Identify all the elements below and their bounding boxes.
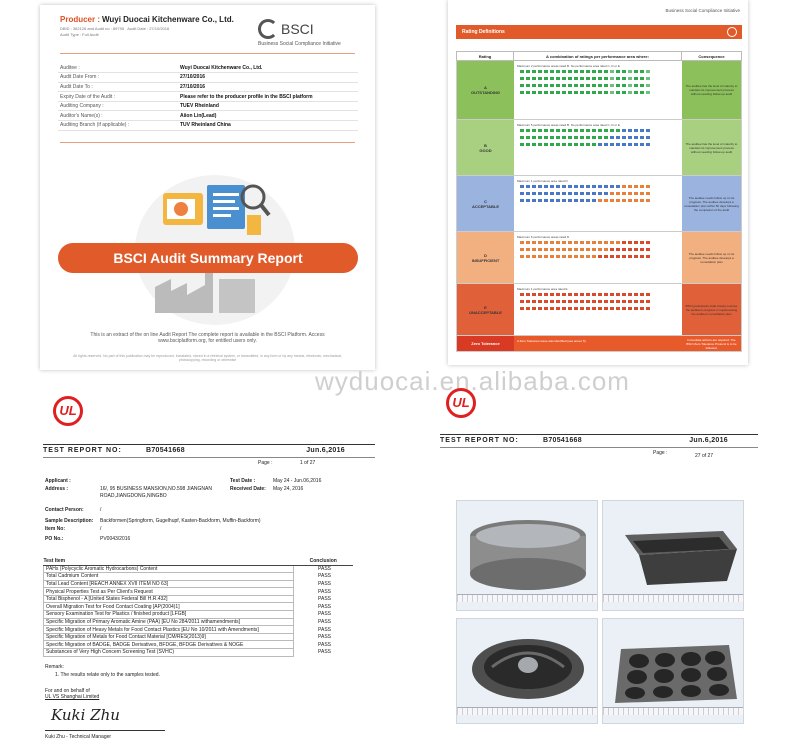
- audit-info-row: [58, 101, 358, 111]
- test-item: PAHs (Polycyclic Aromatic Hydrocarbons) Content: [44, 565, 294, 573]
- page-label: Page :: [653, 450, 668, 456]
- photo-loaf-pan: [602, 500, 744, 611]
- rating-name: ACCEPTABLE: [471, 203, 500, 209]
- audit-info-value: Please refer to the producer profile in the BSCI platform: [178, 92, 358, 102]
- ul-test-report-page27: [440, 434, 758, 746]
- ruler: [457, 707, 597, 715]
- photo-muffin-pan: [602, 618, 744, 724]
- audit-info-key: Auditor's Name(s) :: [58, 111, 178, 121]
- test-result: PASS: [294, 649, 354, 657]
- rating-name: OUTSTANDING: [470, 90, 501, 95]
- audit-info-key: Auditee :: [58, 63, 178, 73]
- col-combination: A combination of ratings per performance area where:: [514, 52, 682, 60]
- address-value: 16/, 95 BUSINESS MANSION,NO.598 JIANGNAN ROAD,JIANGDONG,NINGBO: [100, 486, 212, 499]
- rating-example-strip: [519, 198, 679, 203]
- ruler: [457, 594, 597, 602]
- rating-row: [456, 232, 742, 284]
- watermark: wyduocai.en.alibaba.com: [315, 366, 630, 396]
- audit-info-value: Aiion Lin(Lead): [178, 111, 358, 121]
- table-row: [44, 588, 354, 596]
- table-row: [44, 573, 354, 581]
- audit-info-row: [58, 73, 358, 83]
- test-item: Specific Migration of Metals for Food Contact Material [CM/RES(2013)9]: [44, 633, 294, 641]
- rating-example-strip: [519, 76, 679, 81]
- audit-info-key: Audit Date From :: [58, 73, 178, 83]
- rating-label: [457, 232, 514, 283]
- rating-letter: C: [484, 198, 487, 204]
- bsci-logo: [258, 19, 341, 47]
- rating-combination: [514, 61, 682, 119]
- test-date-value: May 24 - Jun.06,2016: [273, 478, 322, 484]
- signature-line: [45, 730, 165, 731]
- table-row: [44, 603, 354, 611]
- audit-info-key: Auditing Company :: [58, 101, 178, 111]
- zero-tolerance-note: A Zero Tolerance issue was identified (see annex 5): [514, 336, 682, 351]
- ruler: [603, 594, 743, 602]
- zero-tolerance-consequence: Immediate actions are required. The BSCI Zero Tolerance Protocol is to be followed.: [682, 336, 741, 351]
- divider: [60, 53, 355, 54]
- ul-logo: UL: [53, 396, 83, 426]
- test-item: Specific Migration of BADGE, BADGE Derivatives, BFDGE, BFDGE Derivatives & NOGE: [44, 641, 294, 649]
- rating-letter: A: [484, 85, 487, 90]
- rating-example-strip: [519, 306, 679, 311]
- test-result: PASS: [294, 633, 354, 641]
- rating-example-strip: [519, 254, 679, 259]
- rating-label: [457, 61, 514, 119]
- zero-tolerance-label: Zero Tolerance: [457, 336, 514, 351]
- rights-note: All rights reserved. No part of this publication may be reproduced, translated, stored in a retrieval system, or transmitted, in any form or by any means, electronic, mechanical, photocopying, recording or otherwise: [73, 354, 342, 362]
- report-title-banner: BSCI Audit Summary Report: [58, 243, 358, 273]
- extract-note: This is an extract of the on line Audit Report The complete report is available in the BSCI Platform. Access www.bsciplatform.org, for entitled users only.: [90, 332, 325, 344]
- rating-consequence: The auditee needs follow up on its progress. The auditee develops a remediation plan: [682, 232, 741, 283]
- rating-combination: [514, 232, 682, 283]
- table-row: [44, 618, 354, 626]
- test-item: Physical Properties Test as Per Client's Request: [44, 588, 294, 596]
- audit-type-line: Audit Type : Full Audit: [60, 32, 99, 37]
- rating-example-strip: [519, 69, 679, 74]
- test-result: PASS: [294, 641, 354, 649]
- rating-name: INSUFFICIENT: [471, 257, 500, 263]
- audit-info-row: [58, 111, 358, 121]
- rating-row: [456, 284, 742, 336]
- report-no-label: TEST REPORT NO:: [43, 447, 122, 454]
- rating-example-strip: [519, 299, 679, 304]
- rating-example-strip: [519, 90, 679, 95]
- test-result: PASS: [294, 618, 354, 626]
- test-item: Substances of Very High Concern Screening Test (SVHC): [44, 649, 294, 657]
- photo-springform: [456, 500, 598, 611]
- rating-combination: [514, 284, 682, 335]
- test-item: Specific Migration of Primary Aromatic Amine (PAA) [EU No 284/2011 withamendments]: [44, 618, 294, 626]
- test-item: Specific Migration of Heavy Metals for Food Contact Plastics [EU No 10/2011 with Amendments]: [44, 626, 294, 634]
- report-header: [43, 444, 375, 458]
- globe-icon: [727, 27, 737, 37]
- remark-label: Remark:: [45, 664, 64, 670]
- rating-example-strip: [519, 292, 679, 297]
- test-item: Sensory Examination Test for Plastics / finished product [LFGB]: [44, 611, 294, 619]
- rating-letter: B: [484, 142, 487, 148]
- test-result: PASS: [294, 611, 354, 619]
- rating-consequence: The auditee needs follow up on its progress. The auditee develops a remediation plan within 60 days following the completion of the audit: [682, 176, 741, 231]
- page-value: 27 of 27: [695, 453, 714, 459]
- col-test-item: Test Item: [44, 557, 294, 565]
- audit-info-key: Audit Date To :: [58, 82, 178, 92]
- bsci-logo-icon: [258, 19, 278, 39]
- audit-info-value: 27/10/2016: [178, 82, 358, 92]
- test-result: PASS: [294, 588, 354, 596]
- table-row: [44, 626, 354, 634]
- rating-example-strip: [519, 142, 679, 147]
- table-row: [44, 611, 354, 619]
- producer-name: Wuyi Duocai Kitchenware Co., Ltd.: [101, 15, 234, 24]
- rating-letter: E: [484, 304, 487, 310]
- contact-value: /: [100, 507, 102, 513]
- contact-label: Contact Person:: [45, 507, 84, 513]
- audit-info-value: TUV Rheinland China: [178, 121, 358, 131]
- rating-label: [457, 284, 514, 335]
- audit-info-key: Expiry Date of the Audit :: [58, 92, 178, 102]
- col-conclusion: Conclusion: [294, 557, 354, 565]
- page-label: Page :: [258, 460, 273, 466]
- bsci-logo-tagline: Business Social Compliance Initiative: [258, 41, 341, 47]
- rating-note: Maximum 2 performance areas rated B. No performance area rated C, D or E: [517, 64, 620, 68]
- rating-example-strip: [519, 128, 679, 133]
- rating-label: [457, 176, 514, 231]
- address-label: Address :: [45, 486, 69, 492]
- rating-name: UNACCEPTABLE: [469, 309, 502, 315]
- test-item: Overall Migration Test for Food Contact Coating [AP(2004)1]: [44, 603, 294, 611]
- rating-example-strip: [519, 184, 679, 189]
- magnifier-icon: [242, 186, 264, 208]
- report-no-label: TEST REPORT NO:: [440, 437, 519, 444]
- test-result: PASS: [294, 626, 354, 634]
- report-number: B70541668: [146, 447, 185, 454]
- rating-table-header: [456, 51, 742, 61]
- test-result: PASS: [294, 603, 354, 611]
- rating-combination: [514, 176, 682, 231]
- test-item: Total Cadmium Content: [44, 573, 294, 581]
- audit-id-line: DBID : 382126 and Audit no : 89795: [60, 26, 125, 31]
- audit-info-row: [58, 121, 358, 131]
- zero-tolerance-row: [456, 336, 742, 352]
- audit-info-row: [58, 63, 358, 73]
- report-date: Jun.6,2016: [306, 447, 345, 454]
- test-date-label: Test Date :: [230, 478, 256, 484]
- col-consequence: Consequence: [698, 54, 725, 59]
- rating-example-strip: [519, 240, 679, 245]
- audit-info-value: TUEV Rheinland: [178, 101, 358, 111]
- audit-info-key: Auditing Branch (if applicable) :: [58, 121, 178, 131]
- producer-label: Producer :: [60, 15, 101, 24]
- test-item: Total Lead Content [REACH ANNEX XVII ITEM NO 63]: [44, 580, 294, 588]
- audit-info-value: Wuyi Duocai Kitchenware Co., Ltd.: [178, 63, 358, 73]
- rating-example-strip: [519, 83, 679, 88]
- rating-row: [456, 120, 742, 176]
- behalf-line2: UL VS Shanghai Limited: [45, 694, 100, 700]
- audit-date-line: Audit Date : 27/10/2016: [127, 26, 170, 31]
- rating-label: [457, 120, 514, 175]
- rating-note: Maximum 6 performance areas rated D: [517, 235, 570, 239]
- rating-title-bar: [456, 25, 742, 39]
- report-header: [440, 434, 758, 448]
- received-date-value: May 24, 2016: [273, 486, 304, 492]
- received-date-label: Received Date:: [230, 486, 266, 492]
- po-value: PV0043/2016: [100, 536, 131, 542]
- rating-consequence: The auditee has the level of maturity to maintain its improvement process without needing follow-up audit: [682, 61, 741, 119]
- signature: Kuki Zhu: [51, 706, 120, 724]
- rating-letter: D: [484, 252, 487, 258]
- rating-note: Maximum 5 performance areas rated B. No performance area rated C, D or E: [517, 123, 620, 127]
- test-result: PASS: [294, 595, 354, 603]
- test-result: PASS: [294, 573, 354, 581]
- table-row: [44, 633, 354, 641]
- table-row: [44, 649, 354, 657]
- audit-info-value: 27/10/2016: [178, 73, 358, 83]
- rating-row: [456, 61, 742, 120]
- rating-consequence: The auditee has the level of maturity to maintain its improvement process without needing follow-up audit: [682, 120, 741, 175]
- ul-test-report-page1: [43, 444, 375, 744]
- sample-label: Sample Description:: [45, 518, 94, 524]
- table-row: [44, 565, 354, 573]
- rating-example-strip: [519, 247, 679, 252]
- col-rating: Rating: [457, 52, 514, 60]
- factory-icon: [155, 271, 213, 313]
- rating-note: Maximum 1 performance area rated E: [517, 287, 568, 291]
- audit-info-row: [58, 82, 358, 92]
- behalf-line1: For and on behalf of: [45, 688, 90, 694]
- test-results-table: [43, 557, 353, 657]
- photo-bundt-pan: [456, 618, 598, 724]
- test-result: PASS: [294, 580, 354, 588]
- rating-definitions-page: [448, 0, 748, 365]
- test-item: Total Bisphenol - A [United States Federal Bill H.R.432]: [44, 595, 294, 603]
- rating-consequence: BSCI participants shall closely oversee the auditee's progress in implementing the auditee's remediation plan: [682, 284, 741, 335]
- table-row: [44, 641, 354, 649]
- bsci-cover-page: [40, 5, 375, 370]
- ul-logo: UL: [446, 388, 476, 418]
- remark-text: 1. The results relate only to the samples tested.: [55, 672, 160, 678]
- rating-example-strip: [519, 135, 679, 140]
- rating-name: GOOD: [479, 147, 492, 153]
- test-result: PASS: [294, 565, 354, 573]
- signer-name: Kuki Zhu - Technical Manager: [45, 734, 112, 740]
- rating-note: Maximum 1 performance area rated D: [517, 179, 568, 183]
- producer-header: [60, 15, 234, 38]
- po-label: PO No.:: [45, 536, 64, 542]
- audit-info-table: [58, 63, 358, 131]
- table-row: [44, 595, 354, 603]
- bsci-logo-word: BSCI: [281, 21, 314, 37]
- rating-example-strip: [519, 191, 679, 196]
- rating-row: [456, 176, 742, 232]
- applicant-label: Applicant :: [45, 478, 71, 484]
- page-header-label: Business Social Compliance Initiative: [665, 8, 740, 13]
- ruler: [603, 707, 743, 715]
- audit-info-row: [58, 92, 358, 102]
- item-label: Item No:: [45, 526, 65, 532]
- rating-title: Rating Definitions: [462, 29, 505, 35]
- page-value: 1 of 27: [300, 460, 316, 466]
- sample-value: Backformen(Springform, Gugelhupf, Kasten-Backform, Muffin-Backform): [100, 518, 261, 524]
- item-value: /: [100, 526, 102, 532]
- report-number: B70541668: [543, 437, 582, 444]
- rating-combination: [514, 120, 682, 175]
- table-row: [44, 580, 354, 588]
- divider: [60, 142, 355, 143]
- report-date: Jun.6,2016: [689, 437, 728, 444]
